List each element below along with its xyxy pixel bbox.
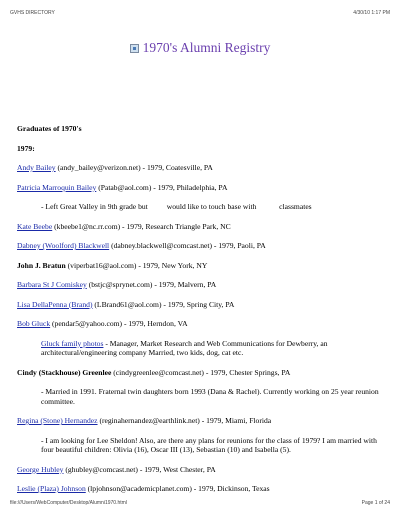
registry-content — [17, 124, 385, 494]
print-header-right: 4/30/10 1:17 PM — [353, 10, 390, 16]
entry-details: (viperbat16@aol.com) - 1979, New York, NY — [65, 260, 208, 270]
entry-row — [17, 183, 385, 193]
alumni-name-link[interactable]: Regina (Stone) Hernandez — [17, 416, 98, 425]
alumni-name-link[interactable]: Leslie (Plaza) Johnson — [17, 484, 86, 493]
entry-details: (Patab@aol.com) - 1979, Philadelphia, PA — [96, 182, 228, 192]
entry-row — [17, 280, 385, 290]
page-title: 1970's Alumni Registry — [142, 40, 271, 55]
print-header — [10, 10, 390, 16]
entry-row — [17, 465, 385, 475]
entry-details: (andy_bailey@verizon.net) - 1979, Coatesville, PA — [55, 163, 213, 172]
print-footer-right: Page 1 of 24 — [361, 500, 390, 506]
entry-row — [17, 368, 385, 378]
entry-note: - Left Great Valley in 9th grade but would like to touch base with classmates — [41, 202, 312, 211]
alumni-name-link[interactable]: Lisa DellaPenna (Brand) — [17, 299, 93, 309]
section-title: Graduates of 1970's — [17, 124, 82, 133]
entry-details: (lpjohnson@academicplanet.com) - 1979, Dickinson, Texas — [85, 484, 270, 493]
entry-details: (LBrand61@aol.com) - 1979, Spring City, PA — [92, 299, 235, 309]
entry-row — [17, 484, 385, 494]
broken-image-icon — [130, 44, 139, 53]
year-label: 1979: — [17, 143, 35, 153]
entry-details: (ghubley@comcast.net) - 1979, West Chester, PA — [63, 464, 216, 474]
entry-row — [17, 261, 385, 271]
entry-details: (bstjc@sprynet.com) - 1979, Malvern, PA — [86, 280, 217, 289]
entry-note: - Married in 1991. Fraternal twin daughters born 1993 (Dana & Rachel). Currently working on 25 year reunion committee. — [41, 387, 379, 406]
entry-row — [17, 416, 385, 426]
entry-note — [17, 339, 385, 358]
entry-details: (kbeebe1@nc.rr.com) - 1979, Research Triangle Park, NC — [52, 221, 231, 231]
alumni-name-link[interactable]: Barbara St J Comiskey — [17, 280, 87, 289]
print-header-left: GVHS DIRECTORY — [10, 10, 55, 16]
print-footer-left: file:///Users/WebComputer/Desktop/Alumni1970.html — [10, 500, 127, 506]
alumni-name: John J. Bratun — [17, 260, 66, 270]
alumni-name-link[interactable]: George Hubley — [17, 464, 64, 474]
entry-row — [17, 300, 385, 310]
entry-note-text: - Manager, Market Research and Web Communications for Dewberry, an architectural/engineering company Married, two kids, dog, cat etc. — [41, 338, 328, 357]
title-area — [0, 40, 400, 56]
entry-row — [17, 319, 385, 329]
alumni-name-link[interactable]: Andy Bailey — [17, 163, 56, 172]
alumni-name-link[interactable]: Patricia Marroquin Bailey — [17, 182, 97, 192]
print-footer — [10, 500, 390, 506]
entry-details: (reginahernandez@earthlink.net) - 1979, Miami, Florida — [97, 416, 272, 425]
alumni-name-link[interactable]: Dabney (Woolford) Blackwell — [17, 241, 110, 250]
entry-details: (pendar5@yahoo.com) - 1979, Herndon, VA — [50, 319, 188, 328]
entry-note: - I am looking for Lee Sheldon! Also, are there any plans for reunions for the class of 1979? I am married with four beautiful children: Olivia (16), Oscar III (13), Sebastian (10) and Isabella (5). — [41, 435, 377, 454]
alumni-name-link[interactable]: Kate Beebe — [17, 221, 53, 231]
alumni-name: Cindy (Stackhouse) Greenlee — [17, 367, 112, 377]
alumni-name-link[interactable]: Bob Gluck — [17, 319, 51, 328]
entry-row — [17, 222, 385, 232]
entry-details: (cindygreenlee@comcast.net) - 1979, Chester Springs, PA — [111, 367, 291, 377]
entry-details: (dabney.blackwell@comcast.net) - 1979, Paoli, PA — [109, 241, 266, 250]
entry-row — [17, 241, 385, 251]
family-photos-link[interactable]: Gluck family photos — [41, 338, 104, 348]
entry-row — [17, 163, 385, 173]
